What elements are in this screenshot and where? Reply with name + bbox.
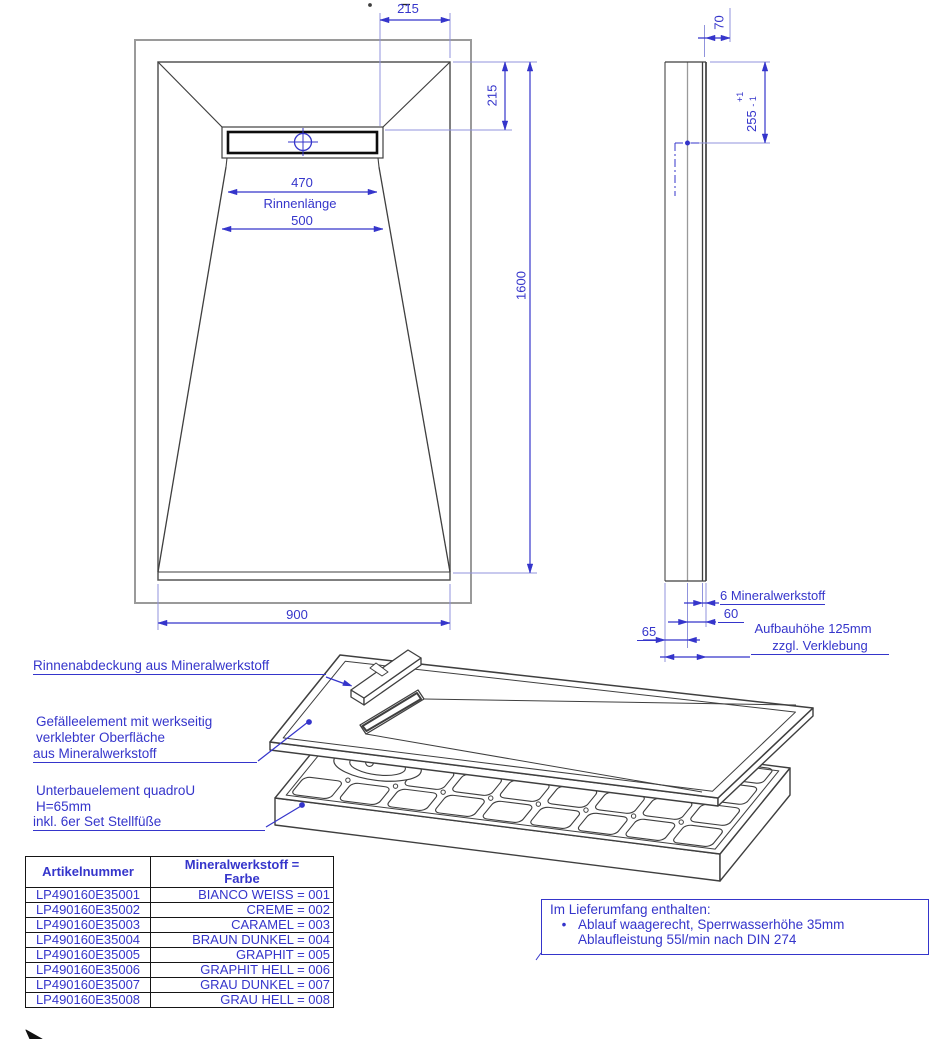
- tolerance-plus: +1: [735, 91, 745, 102]
- delivery-title: Im Lieferumfang enthalten:: [550, 902, 711, 917]
- material-thickness-note: 6 Mineralwerkstoff: [720, 588, 826, 603]
- base-label-line3: inkl. 6er Set Stellfüße: [33, 814, 265, 831]
- color-cell: GRAU DUNKEL = 007: [151, 978, 334, 993]
- slope-label-line2: verklebter Oberfläche: [36, 730, 166, 745]
- plan-dim-length: 1600: [513, 271, 529, 300]
- article-number-cell: LP490160E35004: [26, 933, 151, 948]
- color-cell: CARAMEL = 003: [151, 918, 334, 933]
- plan-dim-recess: 500: [291, 213, 313, 228]
- color-cell: CREME = 002: [151, 903, 334, 918]
- plan-dim-side-upper: 215: [484, 84, 500, 107]
- table-row: [26, 993, 334, 1008]
- tolerance-minus: - 1: [748, 96, 758, 107]
- header-material-line1: Mineralwerkstoff =: [184, 857, 300, 872]
- delivery-scope-box: [541, 899, 929, 955]
- table-row: [26, 978, 334, 993]
- color-cell: GRAPHIT = 005: [151, 948, 334, 963]
- article-number-cell: LP490160E35001: [26, 888, 151, 903]
- slope-label-line3: aus Mineralwerkstoff: [33, 746, 257, 763]
- table-row: [26, 933, 334, 948]
- base-label-line1: Unterbauelement quadroU: [36, 783, 196, 798]
- plan-dim-top: 215: [397, 1, 419, 16]
- slope-label-line1: Gefälleelement mit werkseitig: [36, 714, 213, 729]
- side-dim-top: 70: [711, 15, 727, 30]
- table-row: [26, 918, 334, 933]
- article-table: [25, 856, 334, 1008]
- color-cell: BIANCO WEISS = 001: [151, 888, 334, 903]
- article-number-cell: LP490160E35005: [26, 948, 151, 963]
- article-number-cell: LP490160E35002: [26, 903, 151, 918]
- color-cell: GRAPHIT HELL = 006: [151, 963, 334, 978]
- table-header-row: [26, 857, 334, 888]
- color-cell: GRAU HELL = 008: [151, 993, 334, 1008]
- channel-length-label: Rinnenlänge: [263, 196, 337, 211]
- plan-dim-channel: 470: [291, 175, 313, 190]
- article-number-cell: LP490160E35008: [26, 993, 151, 1008]
- table-row: [26, 888, 334, 903]
- article-number-cell: LP490160E35006: [26, 963, 151, 978]
- header-material-color: [151, 857, 334, 888]
- side-dim-60: 60: [718, 606, 744, 623]
- height-value: 255: [744, 110, 759, 132]
- header-article-number: Artikelnummer: [26, 857, 151, 888]
- header-material-line2: Farbe: [224, 871, 260, 886]
- plan-view-drawing: [135, 13, 537, 630]
- side-dim-height: [736, 72, 758, 132]
- side-dim-65: 65: [637, 624, 661, 641]
- table-row: [26, 903, 334, 918]
- table-row: [26, 963, 334, 978]
- plan-dim-width: 900: [286, 607, 308, 622]
- cover-label: Rinnenabdeckung aus Mineralwerkstoff: [33, 658, 326, 675]
- base-label-line2: H=65mm: [36, 799, 92, 814]
- glue-note: zzgl. Verklebung: [751, 638, 889, 655]
- bullet-point: •: [561, 917, 567, 932]
- article-number-cell: LP490160E35003: [26, 918, 151, 933]
- delivery-item-1: Ablauf waagerecht, Sperrwasserhöhe 35mm: [578, 917, 845, 932]
- article-number-cell: LP490160E35007: [26, 978, 151, 993]
- buildheight-note: Aufbauhöhe 125mm: [754, 621, 872, 636]
- exploded-view-drawing: [258, 650, 813, 881]
- delivery-item-2: Ablaufleistung 55l/min nach DIN 274: [578, 932, 797, 947]
- table-row: [26, 948, 334, 963]
- color-cell: BRAUN DUNKEL = 004: [151, 933, 334, 948]
